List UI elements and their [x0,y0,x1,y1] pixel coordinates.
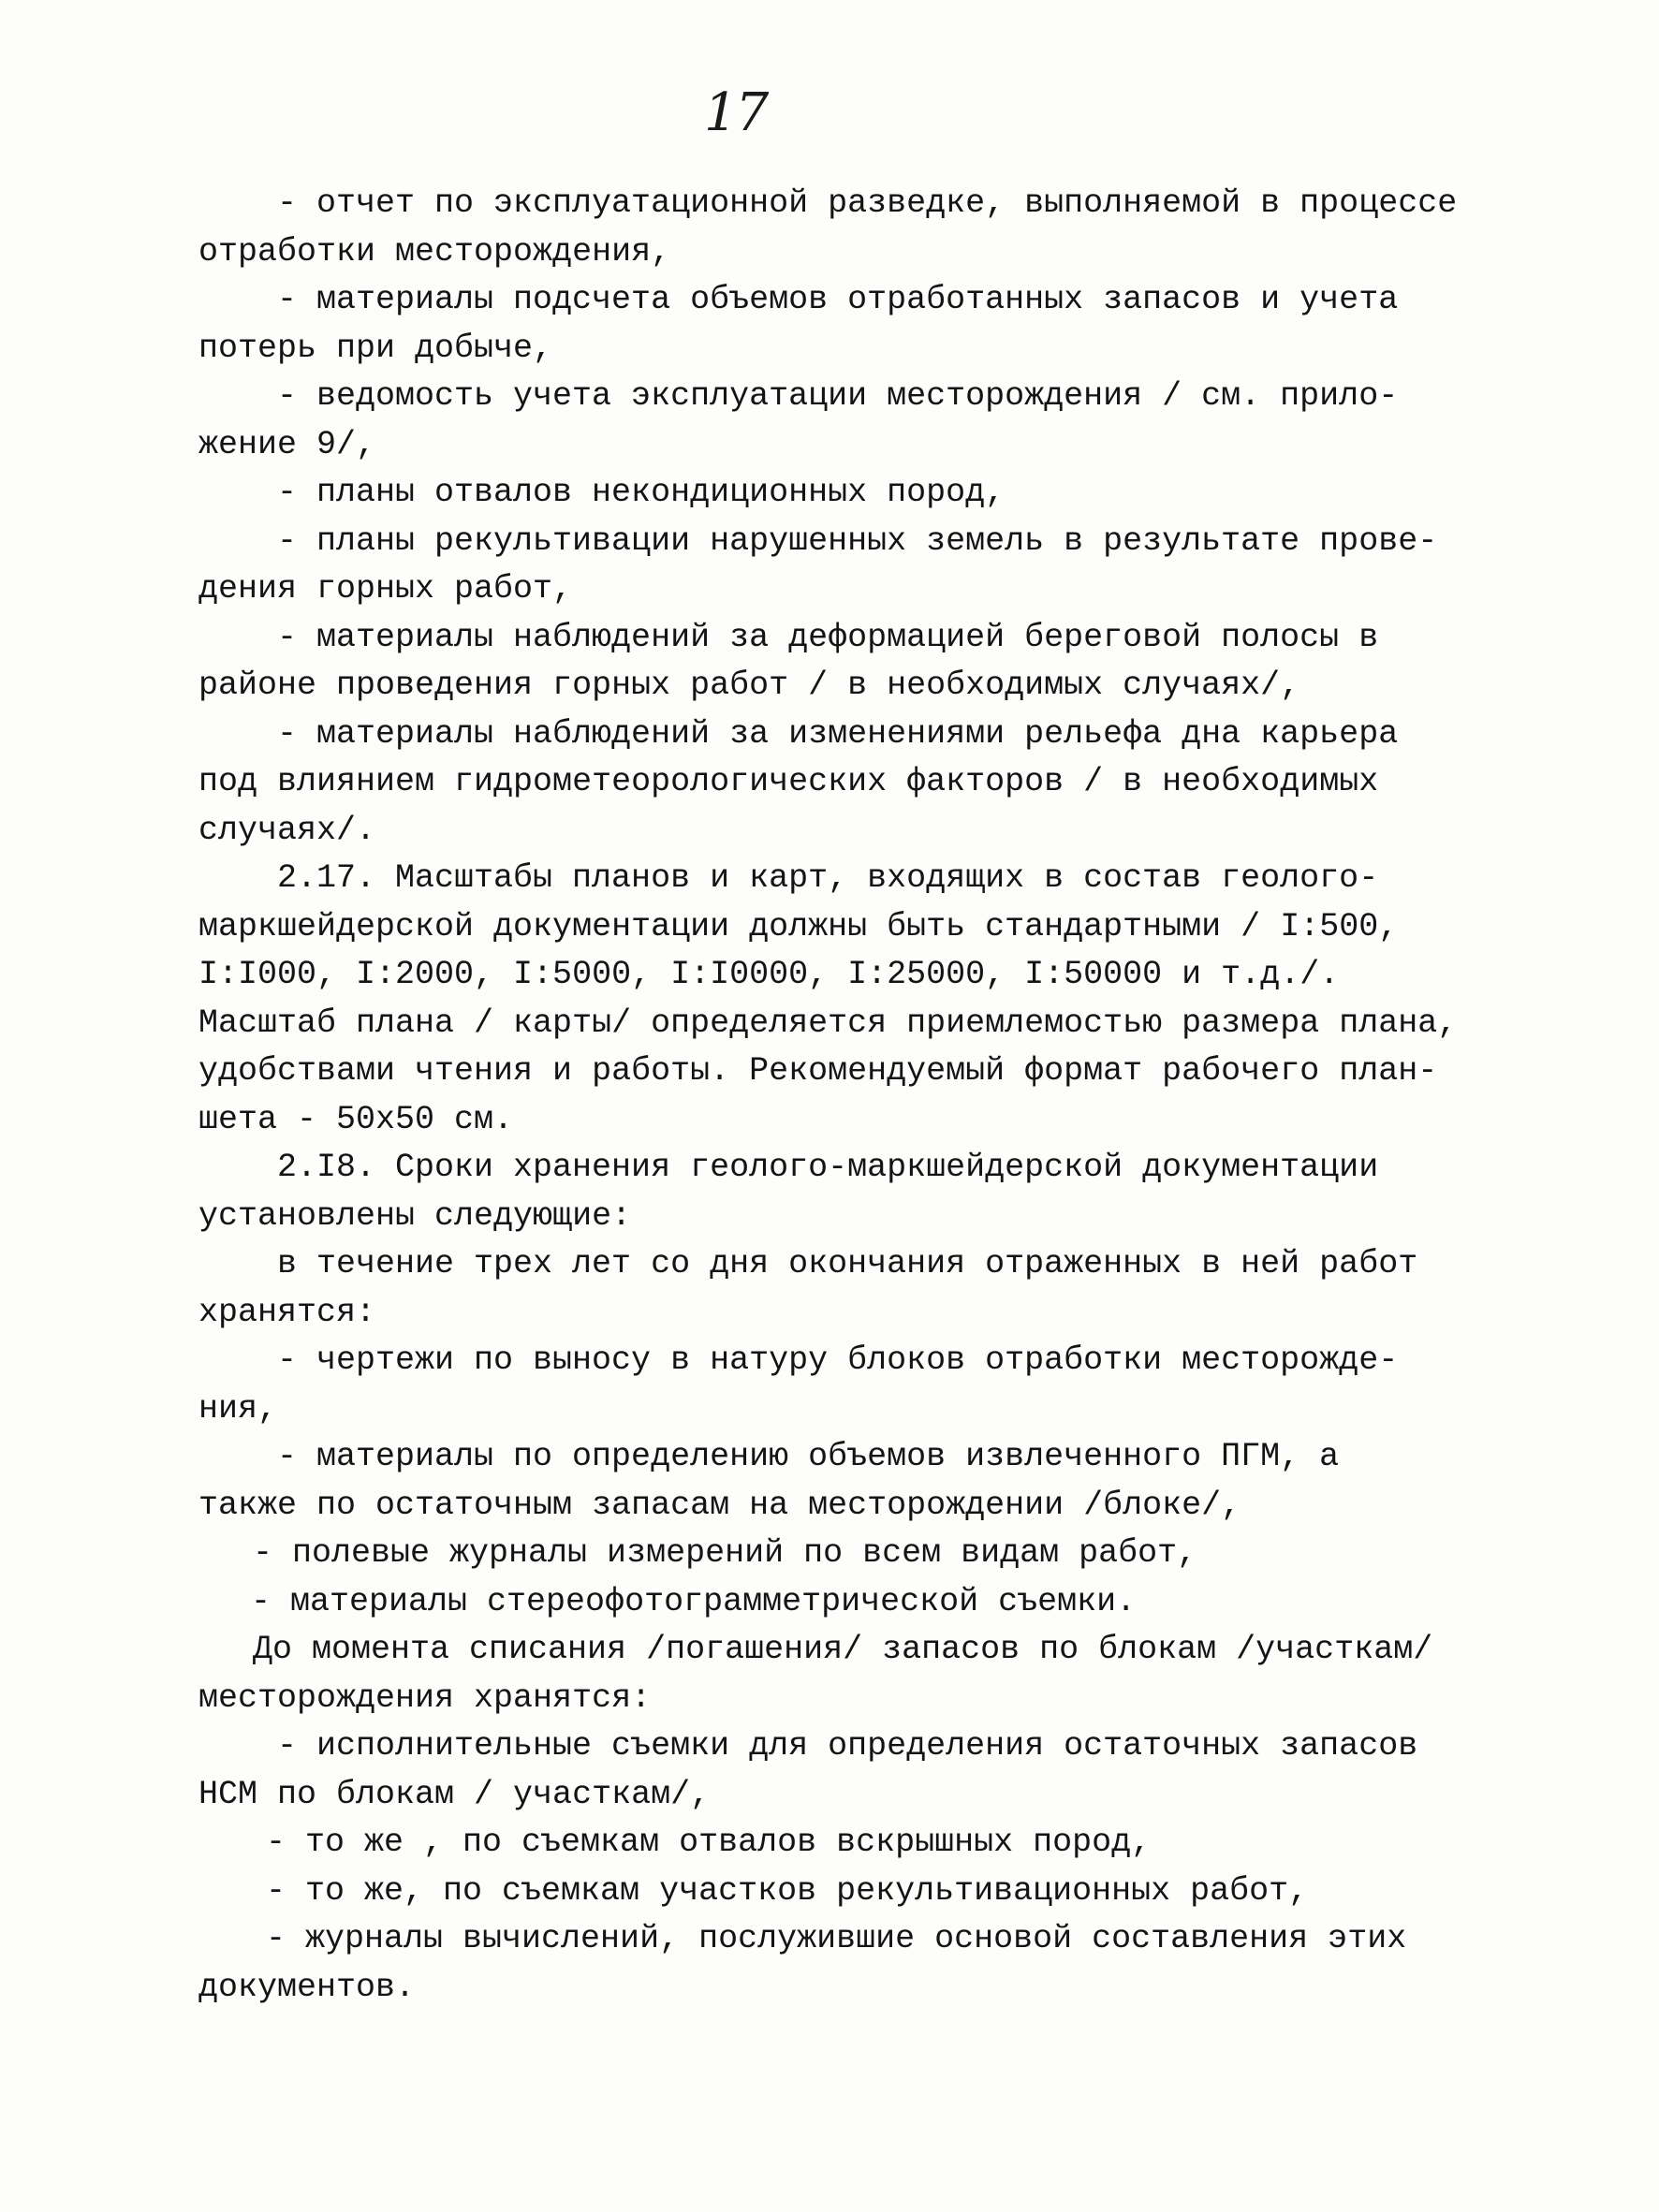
text-line: До момента списания /погашения/ запасов по блокам /участкам/ [253,1631,1433,1668]
text-line: - отчет по эксплуатационной разведке, выполняемой в процессе [277,184,1458,222]
text-line: - то же , по съемкам отвалов вскрышных пород, [266,1824,1152,1861]
page-number: 17 [704,82,768,143]
text-line: установлены следующие: [198,1196,632,1235]
text-line: - то же, по съемкам участков рекультивационных работ, [266,1871,1309,1910]
text-line: районе проведения горных работ / в необходимых случаях/, [198,667,1300,704]
text-line: под влиянием гидрометеорологических факторов / в необходимых [198,763,1379,800]
text-line: - планы отвалов некондиционных пород, [277,474,1006,511]
text-line: I:I000, I:2000, I:5000, I:I0000, I:25000, I:50000 и т.д./. [198,956,1340,993]
text-line: случаях/. [198,811,376,849]
text-line: НСМ по блокам / участкам/, [198,1775,711,1813]
text-line: - планы рекультивации нарушенных земель в результате прове- [277,521,1438,560]
text-line: месторождения хранятся: [198,1678,652,1717]
text-line: - материалы стереофотограмметрической съемки. [251,1582,1137,1620]
text-line: - журналы вычислений, послужившие основой составления этих [266,1920,1407,1957]
text-line: - ведомость учета эксплуатации месторождения / см. прило- [277,377,1399,415]
text-line: потерь при добыче, [198,329,553,367]
text-line: хранятся: [198,1293,376,1331]
text-line: ния, [198,1389,278,1428]
text-line: документов. [198,1968,416,2006]
text-line: - исполнительные съемки для определения остаточных запасов [277,1727,1418,1765]
text-line: 2.17. Масштабы планов и карт, входящих в состав геолого- [277,859,1379,897]
text-line: - материалы наблюдений за деформацией береговой полосы в [277,618,1379,656]
text-line: 2.I8. Сроки хранения геолого-маркшейдерской документации [277,1149,1379,1186]
text-line: маркшейдерской документации должны быть стандартными / I:500, [198,907,1399,945]
text-line: Масштаб плана / карты/ определяется приемлемостью размера плана, [198,1003,1458,1042]
text-line: жение 9/, [198,425,376,463]
text-line: дения горных работ, [198,570,573,608]
text-line: - полевые журналы измерений по всем видам работ, [253,1534,1197,1572]
text-line: удобствами чтения и работы. Рекомендуемый формат рабочего план- [198,1052,1438,1090]
text-line: также по остаточным запасам на месторождении /блоке/, [198,1486,1241,1524]
text-line: - чертежи по выносу в натуру блоков отработки месторожде- [277,1341,1399,1379]
text-line: - материалы подсчета объемов отработанных запасов и учета [277,281,1399,318]
text-line: - материалы по определению объемов извлеченного ПГМ, а [277,1438,1340,1475]
text-line: отработки месторождения, [198,232,671,271]
text-line: в течение трех лет со дня окончания отраженных в ней работ [277,1245,1418,1282]
text-line: - материалы наблюдений за изменениями рельефа дна карьера [277,714,1399,753]
body-text [198,180,1509,2012]
text-line: шета - 50х50 см. [198,1100,514,1138]
